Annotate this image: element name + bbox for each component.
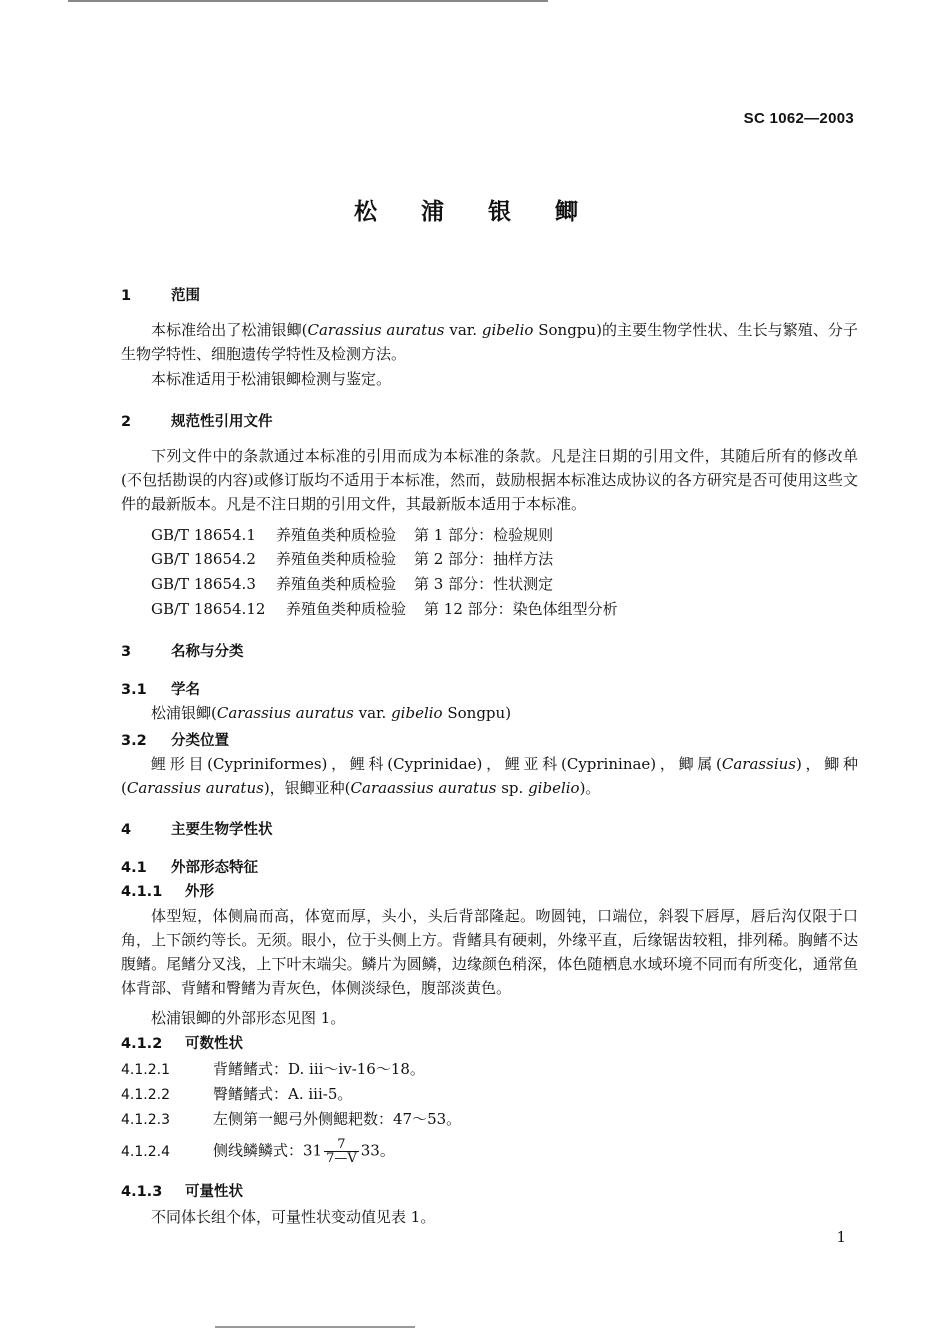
section-title: 范围 (171, 288, 200, 304)
section-number: 1 (121, 288, 132, 304)
standard-code: SC 1062—2003 (743, 110, 854, 127)
measurable-paragraph: 不同体长组个体，可量性状变动值见表 1。 (151, 1208, 436, 1226)
section-2-paragraph: 下列文件中的条款通过本标准的引用而成为本标准的条款。凡是注日期的引用文件，其随后所有的修改单(不包括勘误的内容)或修订版均不适用于本标准，然而，鼓励根据本标准达成协议的各方研究是否可使用这些文件的最新版本。凡是不注日期的引用文件，其最新版本适用于本标准。 (121, 447, 858, 513)
section-number: 3 (121, 644, 132, 660)
countable-item: 4.1.2.1 背鳍鳍式：D. iii～iv-16～18。 (121, 1060, 425, 1078)
section-3-heading (121, 640, 244, 661)
section-1-paragraph-2: 本标准适用于松浦银鲫检测与鉴定。 (151, 370, 392, 388)
scan-edge-line (68, 0, 548, 2)
taxonomy-paragraph: 鲤形目(Cypriniformes)，鲤科(Cyprinidae)，鲤亚科(Cyprininae)，鲫属(Carassius)，鲫种(Carassius auratus)，银鲫亚种(Caraassius auratus sp. gibelio)。 (121, 755, 858, 797)
section-title: 规范性引用文件 (171, 414, 273, 430)
section-2-heading (121, 410, 273, 431)
scan-edge-line (215, 1326, 415, 1328)
section-number: 4 (121, 822, 132, 838)
section-1-paragraph-1: 本标准给出了松浦银鲫(Carassius auratus var. gibelio Songpu)的主要生物学性状、生长与繁殖、分子生物学特性、细胞遗传学特性及检测方法。 (121, 321, 858, 363)
reference-item: GB/T 18654.1 养殖鱼类种质检验 第 1 部分：检验规则 (151, 526, 554, 544)
countable-item: 4.1.2.2 臀鳍鳍式：A. iii-5。 (121, 1085, 353, 1103)
section-title: 主要生物学性状 (171, 822, 273, 838)
section-title: 名称与分类 (171, 644, 244, 660)
figure-reference: 松浦银鲫的外部形态见图 1。 (151, 1009, 346, 1027)
section-4-1-heading: 4.1 外部形态特征 (121, 860, 258, 876)
section-3-2-heading: 3.2 分类位置 (121, 733, 229, 749)
countable-item: 4.1.2.4 侧线鳞鳞式：31 $\frac{7}{7—V}$ 33。 (121, 1137, 395, 1166)
section-4-1-3-heading: 4.1.3 可量性状 (121, 1184, 243, 1200)
page-number: 1 (836, 1228, 846, 1246)
reference-item: GB/T 18654.2 养殖鱼类种质检验 第 2 部分：抽样方法 (151, 550, 554, 568)
lateral-line-fraction: $\frac{7}{7—V}$ (326, 1137, 357, 1166)
appearance-paragraph: 体型短，体侧扁而高，体宽而厚，头小，头后背部隆起。吻圆钝，口端位，斜裂下唇厚，唇后沟仅限于口角，上下颌约等长。无须。眼小，位于头侧上方。背鳍具有硬刺，外缘平直，后缘锯齿较粗，排列稀。胸鳍不达腹鳍。尾鳍分叉浅，上下叶末端尖。鳞片为圆鳞，边缘颜色稍深，体色随栖息水域环境不同而有所变化，通常鱼体背部、背鳍和臀鳍为青灰色，体侧淡绿色，腹部淡黄色。 (121, 907, 858, 997)
countable-item: 4.1.2.3 左侧第一鳃弓外侧鳃耙数：47～53。 (121, 1110, 462, 1128)
reference-item: GB/T 18654.3 养殖鱼类种质检验 第 3 部分：性状测定 (151, 575, 554, 593)
reference-item: GB/T 18654.12 养殖鱼类种质检验 第 12 部分：染色体组型分析 (151, 600, 618, 618)
scientific-name: 松浦银鲫(Carassius auratus var. gibelio Songpu) (151, 704, 512, 722)
section-4-heading (121, 818, 273, 839)
section-3-1-heading: 3.1 学名 (121, 682, 200, 698)
section-1-heading (121, 284, 200, 305)
section-4-1-2-heading: 4.1.2 可数性状 (121, 1036, 243, 1052)
document-title: 松 浦 银 鲫 (353, 199, 597, 225)
section-number: 2 (121, 414, 132, 430)
section-4-1-1-heading: 4.1.1 外形 (121, 884, 214, 900)
